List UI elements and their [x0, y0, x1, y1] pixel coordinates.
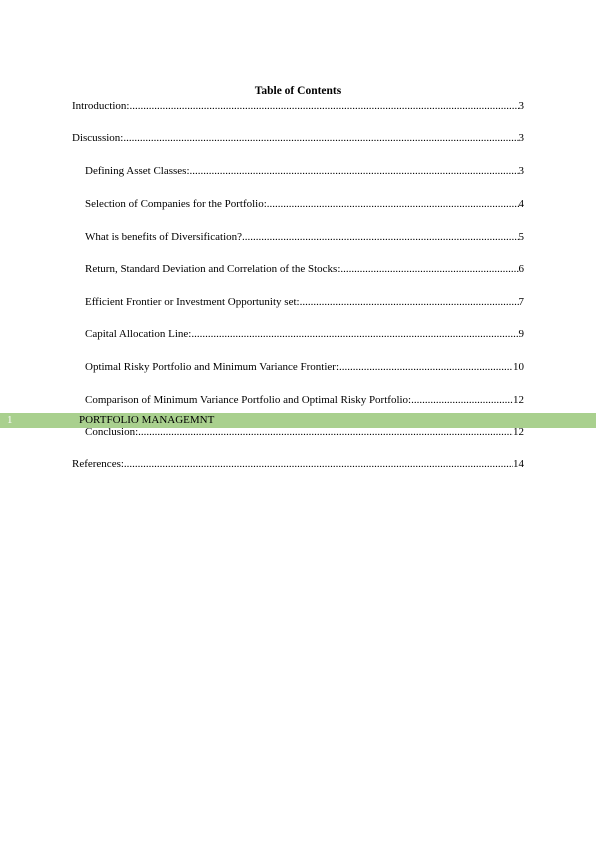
toc-entry-label: Comparison of Minimum Variance Portfolio and Optimal Risky Portfolio: — [85, 394, 412, 406]
toc-dot-leader — [339, 360, 513, 374]
toc-entry-conclusion[interactable] — [85, 425, 524, 439]
toc-entry-page: 7 — [518, 296, 524, 308]
header-running-title: PORTFOLIO MANAGEMNT — [79, 414, 215, 426]
toc-dot-leader — [340, 262, 518, 276]
toc-dot-leader — [129, 99, 518, 113]
toc-entry-introduction[interactable] — [72, 99, 524, 113]
toc-entry-label: Introduction: — [72, 100, 130, 112]
toc-entry-label: What is benefits of Diversification? — [85, 231, 243, 243]
toc-entry-label: Selection of Companies for the Portfolio: — [85, 198, 267, 210]
toc-entry-label: Defining Asset Classes: — [85, 165, 190, 177]
toc-dot-leader — [300, 295, 519, 309]
toc-dot-leader — [123, 131, 518, 145]
toc-entry-label: Capital Allocation Line: — [85, 328, 192, 340]
toc-entry-comparison-mvp-orp[interactable] — [85, 393, 524, 407]
toc-entry-page: 3 — [518, 132, 524, 144]
toc-entry-page: 3 — [518, 165, 524, 177]
toc-entry-label: Efficient Frontier or Investment Opportunity set: — [85, 296, 300, 308]
toc-entry-return-std-correlation[interactable] — [85, 262, 524, 276]
toc-dot-leader — [138, 425, 513, 439]
toc-dot-leader — [267, 197, 519, 211]
toc-dot-leader — [124, 457, 513, 471]
toc-entry-references[interactable] — [72, 457, 524, 471]
toc-entry-page: 14 — [513, 458, 524, 470]
toc-entry-capital-allocation-line[interactable] — [85, 327, 524, 341]
toc-entry-optimal-risky-portfolio[interactable] — [85, 360, 524, 374]
toc-entry-defining-asset-classes[interactable] — [85, 164, 524, 178]
toc-entry-page: 6 — [518, 263, 524, 275]
toc-entry-page: 4 — [518, 198, 524, 210]
toc-dot-leader — [191, 327, 518, 341]
toc-entry-page: 12 — [513, 394, 524, 406]
toc-entry-discussion[interactable] — [72, 131, 524, 145]
toc-entry-page: 12 — [513, 426, 524, 438]
toc-entry-efficient-frontier[interactable] — [85, 295, 524, 309]
toc-dot-leader — [242, 230, 518, 244]
toc-entry-label: Return, Standard Deviation and Correlation of the Stocks: — [85, 263, 341, 275]
toc-dot-leader — [190, 164, 519, 178]
toc-entry-label: Discussion: — [72, 132, 124, 144]
header-page-number: 1 — [7, 414, 13, 426]
toc-entry-label: References: — [72, 458, 124, 470]
toc-entry-label: Optimal Risky Portfolio and Minimum Variance Frontier: — [85, 361, 339, 373]
toc-entry-page: 9 — [518, 328, 524, 340]
toc-dot-leader — [411, 393, 513, 407]
toc-entry-page: 10 — [513, 361, 524, 373]
toc-entry-page: 5 — [518, 231, 524, 243]
toc-entry-page: 3 — [518, 100, 524, 112]
toc-entry-selection-of-companies[interactable] — [85, 197, 524, 211]
toc-title: Table of Contents — [254, 85, 342, 97]
toc-entry-benefits-of-diversification[interactable] — [85, 230, 524, 244]
toc-entry-label: Conclusion: — [85, 426, 139, 438]
